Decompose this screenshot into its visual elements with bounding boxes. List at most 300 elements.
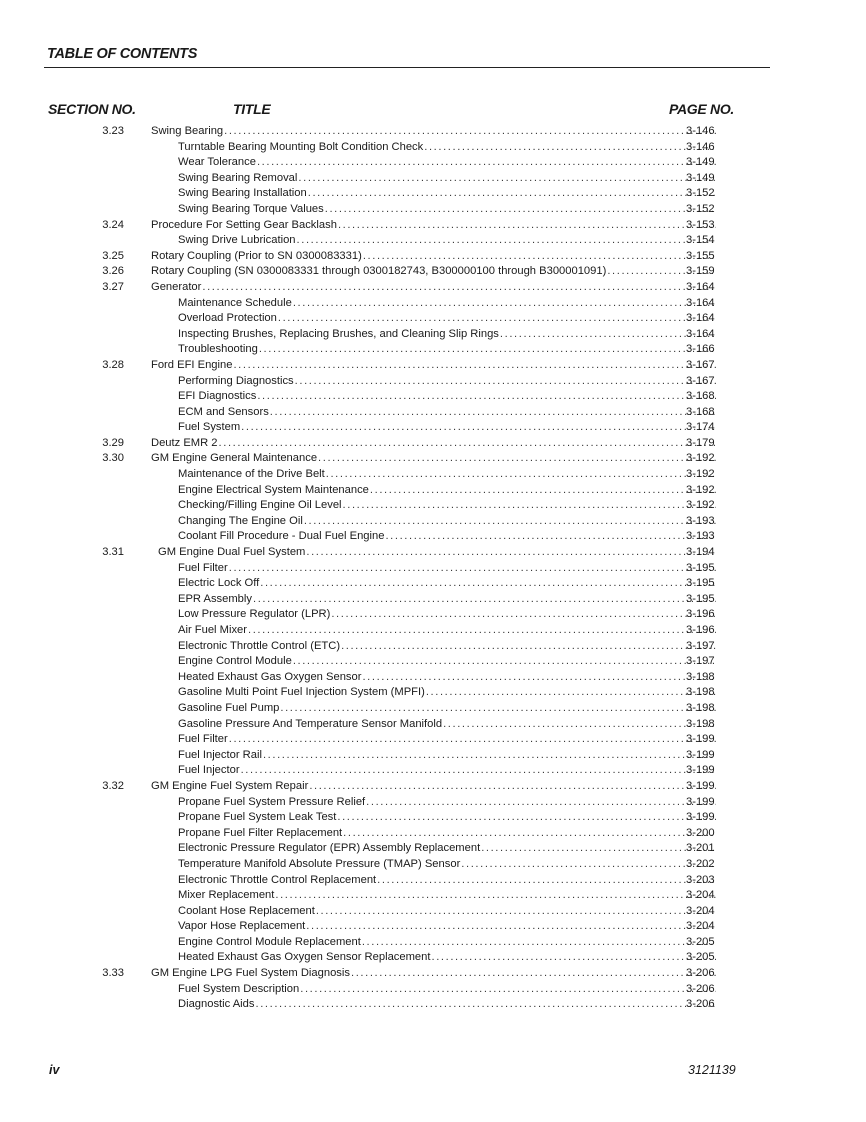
toc-entry xyxy=(151,436,716,452)
toc-row[interactable] xyxy=(0,935,866,951)
toc-title: Swing Bearing xyxy=(151,125,224,137)
toc-row[interactable] xyxy=(0,763,866,779)
toc-row[interactable] xyxy=(0,857,866,873)
toc-entry xyxy=(178,140,716,156)
toc-title: Engine Control Module xyxy=(178,655,292,668)
toc-entry xyxy=(178,514,716,530)
toc-title: Fuel Injector Rail xyxy=(178,748,262,761)
toc-title: Overload Protection xyxy=(178,312,277,325)
toc-leader-dots xyxy=(325,202,716,218)
toc-row[interactable] xyxy=(0,467,866,483)
toc-entry xyxy=(178,950,716,966)
toc-row[interactable] xyxy=(0,873,866,889)
toc-row[interactable] xyxy=(0,483,866,499)
toc-leader-dots xyxy=(362,935,716,951)
toc-row[interactable] xyxy=(0,155,866,171)
toc-row[interactable] xyxy=(0,748,866,764)
toc-title: Gasoline Multi Point Fuel Injection System (MPFI) xyxy=(178,686,425,699)
toc-leader-dots xyxy=(241,420,716,436)
toc-page-number: 3-152 xyxy=(686,187,715,200)
toc-row[interactable] xyxy=(0,810,866,826)
toc-page-number: 3-195 xyxy=(686,561,715,574)
toc-leader-dots xyxy=(337,810,716,826)
toc-section-number: 3.32 xyxy=(102,779,124,792)
toc-entry xyxy=(178,857,716,873)
toc-row[interactable] xyxy=(0,779,866,795)
column-header-page: PAGE NO. xyxy=(669,101,735,117)
toc-list xyxy=(0,124,866,1013)
toc-row[interactable] xyxy=(0,374,866,390)
toc-row[interactable] xyxy=(0,311,866,327)
toc-row[interactable] xyxy=(0,140,866,156)
toc-page-number: 3-152 xyxy=(686,202,715,215)
toc-title: Inspecting Brushes, Replacing Brushes, and Cleaning Slip Rings xyxy=(178,327,499,340)
toc-leader-dots xyxy=(257,155,716,171)
toc-section-number: 3.25 xyxy=(102,249,124,262)
toc-title: Wear Tolerance xyxy=(178,156,256,169)
toc-section-number: 3.28 xyxy=(102,358,124,371)
toc-row[interactable] xyxy=(0,623,866,639)
toc-entry xyxy=(178,186,716,202)
toc-page-number: 3-196 xyxy=(686,608,715,621)
toc-page-number: 3-199 xyxy=(686,733,715,746)
toc-row[interactable] xyxy=(0,545,866,561)
toc-title: Coolant Hose Replacement xyxy=(178,904,315,917)
toc-leader-dots xyxy=(229,561,716,577)
toc-title: Coolant Fill Procedure - Dual Fuel Engine xyxy=(178,530,385,543)
toc-page-number: 3-174 xyxy=(686,421,715,434)
toc-entry xyxy=(178,670,716,686)
toc-title: ECM and Sensors xyxy=(178,405,269,418)
toc-page-number: 3-149 xyxy=(686,171,715,184)
toc-page-number: 3-206 xyxy=(686,982,715,995)
toc-entry xyxy=(178,873,716,889)
toc-title: Vapor Hose Replacement xyxy=(178,920,306,933)
toc-row[interactable] xyxy=(0,904,866,920)
toc-leader-dots xyxy=(304,514,716,530)
toc-entry xyxy=(178,717,716,733)
toc-row[interactable] xyxy=(0,342,866,358)
toc-title: Deutz EMR 2 xyxy=(151,436,218,449)
toc-leader-dots xyxy=(280,701,716,717)
toc-leader-dots xyxy=(424,140,716,156)
toc-leader-dots xyxy=(343,498,716,514)
toc-leader-dots xyxy=(259,342,716,358)
toc-page-number: 3-203 xyxy=(686,873,715,886)
toc-title: Swing Drive Lubrication xyxy=(178,234,296,247)
toc-entry xyxy=(178,389,716,405)
toc-leader-dots xyxy=(224,124,716,140)
toc-entry xyxy=(178,919,716,935)
toc-title: GM Engine Fuel System Repair xyxy=(151,779,309,792)
toc-row[interactable] xyxy=(0,576,866,592)
toc-title: Electric Lock Off xyxy=(178,577,260,590)
toc-page-number: 3-199 xyxy=(686,748,715,761)
toc-leader-dots xyxy=(461,857,716,873)
toc-row[interactable] xyxy=(0,124,866,140)
toc-entry xyxy=(178,982,716,998)
toc-leader-dots xyxy=(270,405,716,421)
toc-page-number: 3-206 xyxy=(686,998,715,1011)
toc-leader-dots xyxy=(500,327,716,343)
toc-leader-dots xyxy=(385,529,716,545)
toc-leader-dots xyxy=(295,374,716,390)
toc-row[interactable] xyxy=(0,654,866,670)
toc-row[interactable] xyxy=(0,529,866,545)
toc-section-number: 3.26 xyxy=(102,265,124,278)
toc-leader-dots xyxy=(308,186,716,202)
toc-leader-dots xyxy=(297,233,716,249)
toc-title: GM Engine Dual Fuel System xyxy=(158,546,306,559)
toc-entry xyxy=(178,171,716,187)
toc-entry xyxy=(178,795,716,811)
toc-title: Ford EFI Engine xyxy=(151,358,233,371)
toc-row[interactable] xyxy=(0,186,866,202)
toc-title: Propane Fuel System Pressure Relief xyxy=(178,795,366,808)
toc-page-number: 3-197 xyxy=(686,655,715,668)
toc-page-number: 3-206 xyxy=(686,967,715,980)
toc-entry xyxy=(178,296,716,312)
toc-title: Air Fuel Mixer xyxy=(178,624,247,636)
toc-row[interactable] xyxy=(0,717,866,733)
toc-title: Performing Diagnostics xyxy=(178,374,294,387)
toc-row[interactable] xyxy=(0,841,866,857)
toc-page-number: 3-192 xyxy=(686,499,715,512)
toc-entry xyxy=(158,545,716,561)
toc-page-number: 3-179 xyxy=(686,436,715,449)
toc-page-number: 3-146 xyxy=(686,140,715,153)
toc-title: Changing The Engine Oil xyxy=(178,514,303,527)
toc-page-number: 3-168 xyxy=(686,390,715,403)
toc-entry xyxy=(178,498,716,514)
toc-leader-dots xyxy=(370,483,716,499)
toc-entry xyxy=(151,124,716,140)
toc-leader-dots xyxy=(248,623,716,639)
toc-row[interactable] xyxy=(0,592,866,608)
toc-title: Fuel Filter xyxy=(178,561,228,574)
toc-entry xyxy=(178,748,716,764)
toc-entry xyxy=(178,420,716,436)
footer-doc-number: 3121139 xyxy=(688,1063,736,1077)
toc-title: Procedure For Setting Gear Backlash xyxy=(151,218,337,231)
toc-title: Fuel Filter xyxy=(178,733,228,746)
toc-entry xyxy=(178,654,716,670)
page-title: TABLE OF CONTENTS xyxy=(47,46,198,62)
toc-page-number: 3-193 xyxy=(686,530,715,543)
toc-leader-dots xyxy=(306,919,716,935)
toc-leader-dots xyxy=(362,670,716,686)
toc-entry xyxy=(151,249,716,265)
toc-title: Mixer Replacement xyxy=(178,889,275,902)
toc-row[interactable] xyxy=(0,233,866,249)
toc-title: Fuel System Description xyxy=(178,982,300,995)
toc-title: Heated Exhaust Gas Oxygen Sensor Replacement xyxy=(178,951,431,964)
toc-page-number: 3-195 xyxy=(686,577,715,590)
toc-page-number: 3-205 xyxy=(686,951,715,964)
toc-entry xyxy=(178,155,716,171)
toc-page-number: 3-195 xyxy=(686,592,715,605)
toc-page-number: 3-155 xyxy=(686,249,715,262)
toc-entry xyxy=(151,280,716,296)
toc-title: Gasoline Pressure And Temperature Sensor Manifold xyxy=(178,717,443,730)
toc-entry xyxy=(151,966,716,982)
toc-section-number: 3.33 xyxy=(102,967,124,980)
toc-row[interactable] xyxy=(0,685,866,701)
toc-row[interactable] xyxy=(0,732,866,748)
toc-page-number: 3-198 xyxy=(686,701,715,714)
toc-row[interactable] xyxy=(0,919,866,935)
toc-entry xyxy=(178,810,716,826)
toc-entry xyxy=(178,233,716,249)
toc-page-number: 3-200 xyxy=(686,826,715,839)
toc-leader-dots xyxy=(338,218,716,234)
toc-row[interactable] xyxy=(0,171,866,187)
toc-title: Propane Fuel Filter Replacement xyxy=(178,826,343,839)
toc-entry xyxy=(178,623,716,639)
toc-title: EPR Assembly xyxy=(178,592,252,605)
toc-section-number: 3.29 xyxy=(102,436,124,449)
toc-leader-dots xyxy=(318,451,716,467)
toc-page-number: 3-204 xyxy=(686,889,715,902)
toc-page-number: 3-164 xyxy=(686,280,715,293)
toc-title: Engine Control Module Replacement xyxy=(178,935,361,948)
toc-title: Checking/Filling Engine Oil Level xyxy=(178,499,342,512)
toc-entry xyxy=(178,202,716,218)
toc-page-number: 3-196 xyxy=(686,624,715,636)
toc-entry xyxy=(178,607,716,623)
toc-row[interactable] xyxy=(0,950,866,966)
toc-entry xyxy=(178,467,716,483)
toc-title: Gasoline Fuel Pump xyxy=(178,701,280,714)
toc-entry xyxy=(151,451,716,467)
toc-leader-dots xyxy=(351,966,716,982)
toc-leader-dots xyxy=(241,763,716,779)
toc-entry xyxy=(178,561,716,577)
toc-entry xyxy=(151,358,716,374)
toc-section-number: 3.31 xyxy=(102,546,124,559)
toc-entry xyxy=(178,841,716,857)
toc-entry xyxy=(178,483,716,499)
toc-page-number: 3-149 xyxy=(686,156,715,169)
toc-page-number: 3-164 xyxy=(686,312,715,325)
toc-page-number: 3-167 xyxy=(686,358,715,371)
toc-title: Fuel System xyxy=(178,421,241,434)
toc-page-number: 3-166 xyxy=(686,343,715,356)
toc-leader-dots xyxy=(202,280,716,296)
toc-page-number: 3-192 xyxy=(686,468,715,481)
toc-page-number: 3-159 xyxy=(686,265,715,278)
toc-entry xyxy=(178,732,716,748)
toc-entry xyxy=(178,935,716,951)
toc-leader-dots xyxy=(256,997,717,1013)
toc-page-number: 3-198 xyxy=(686,670,715,683)
toc-page-number: 3-193 xyxy=(686,514,715,527)
toc-leader-dots xyxy=(377,873,716,889)
toc-entry xyxy=(178,904,716,920)
toc-leader-dots xyxy=(233,358,716,374)
toc-title: Maintenance Schedule xyxy=(178,296,292,309)
toc-row[interactable] xyxy=(0,561,866,577)
toc-leader-dots xyxy=(443,717,716,733)
toc-leader-dots xyxy=(260,576,716,592)
toc-row[interactable] xyxy=(0,888,866,904)
toc-leader-dots xyxy=(343,826,716,842)
toc-title: Rotary Coupling (SN 0300083331 through 0300182743, B300000100 through B300001091) xyxy=(151,265,607,278)
toc-entry xyxy=(178,997,716,1013)
toc-row[interactable] xyxy=(0,264,866,280)
toc-leader-dots xyxy=(326,467,716,483)
toc-entry xyxy=(151,779,716,795)
toc-row[interactable] xyxy=(0,451,866,467)
toc-page-number: 3-194 xyxy=(686,546,715,559)
toc-leader-dots xyxy=(426,685,716,701)
toc-leader-dots xyxy=(275,888,716,904)
toc-row[interactable] xyxy=(0,280,866,296)
toc-entry xyxy=(178,342,716,358)
toc-leader-dots xyxy=(341,639,716,655)
toc-section-number: 3.27 xyxy=(102,280,124,293)
toc-leader-dots xyxy=(431,950,716,966)
toc-section-number: 3.24 xyxy=(102,218,124,231)
column-header-section: SECTION NO. xyxy=(48,101,136,117)
toc-row[interactable] xyxy=(0,982,866,998)
toc-row[interactable] xyxy=(0,514,866,530)
toc-leader-dots xyxy=(293,296,716,312)
toc-row[interactable] xyxy=(0,296,866,312)
toc-leader-dots xyxy=(253,592,716,608)
toc-entry xyxy=(178,405,716,421)
toc-title: EFI Diagnostics xyxy=(178,390,257,403)
toc-title: Electronic Throttle Control Replacement xyxy=(178,873,377,886)
toc-title: Maintenance of the Drive Belt xyxy=(178,468,325,481)
toc-title: Engine Electrical System Maintenance xyxy=(178,483,369,496)
toc-section-number: 3.30 xyxy=(102,452,124,465)
toc-page-number: 3-199 xyxy=(686,764,715,777)
footer-page-number: iv xyxy=(49,1063,60,1077)
toc-title: Low Pressure Regulator (LPR) xyxy=(178,608,331,621)
toc-row[interactable] xyxy=(0,498,866,514)
toc-row[interactable] xyxy=(0,795,866,811)
toc-title: Fuel Injector xyxy=(178,764,240,777)
toc-leader-dots xyxy=(229,732,716,748)
toc-row[interactable] xyxy=(0,202,866,218)
toc-row[interactable] xyxy=(0,420,866,436)
toc-page-number: 3-199 xyxy=(686,795,715,808)
toc-row[interactable] xyxy=(0,826,866,842)
toc-leader-dots xyxy=(366,795,716,811)
toc-row[interactable] xyxy=(0,249,866,265)
toc-entry xyxy=(178,374,716,390)
toc-row[interactable] xyxy=(0,327,866,343)
toc-page-number: 3-202 xyxy=(686,857,715,870)
toc-leader-dots xyxy=(363,249,716,265)
toc-entry xyxy=(178,685,716,701)
toc-entry xyxy=(178,529,716,545)
toc-entry xyxy=(178,327,716,343)
toc-entry xyxy=(178,701,716,717)
toc-row[interactable] xyxy=(0,966,866,982)
toc-page-number: 3-146 xyxy=(686,125,715,137)
toc-leader-dots xyxy=(293,654,716,670)
toc-leader-dots xyxy=(219,436,716,452)
toc-row[interactable] xyxy=(0,670,866,686)
toc-page-number: 3-153 xyxy=(686,218,715,231)
toc-row[interactable] xyxy=(0,639,866,655)
toc-page-number: 3-204 xyxy=(686,904,715,917)
toc-leader-dots xyxy=(263,748,716,764)
toc-entry xyxy=(151,264,716,280)
toc-page-number: 3-199 xyxy=(686,811,715,824)
toc-leader-dots xyxy=(481,841,716,857)
toc-title: Swing Bearing Removal xyxy=(178,171,298,184)
toc-leader-dots xyxy=(306,545,716,561)
toc-title: GM Engine General Maintenance xyxy=(151,452,318,465)
toc-row[interactable] xyxy=(0,389,866,405)
toc-title: Electronic Throttle Control (ETC) xyxy=(178,639,341,652)
toc-title: Rotary Coupling (Prior to SN 0300083331) xyxy=(151,249,362,262)
toc-row[interactable] xyxy=(0,607,866,623)
toc-title: Temperature Manifold Absolute Pressure (TMAP) Sensor xyxy=(178,857,461,870)
column-header-title: TITLE xyxy=(233,101,271,117)
toc-page-number: 3-167 xyxy=(686,374,715,387)
toc-row[interactable] xyxy=(0,436,866,452)
header-divider xyxy=(44,67,770,68)
toc-row[interactable] xyxy=(0,701,866,717)
toc-leader-dots xyxy=(278,311,716,327)
toc-row[interactable] xyxy=(0,358,866,374)
toc-title: Swing Bearing Installation xyxy=(178,187,307,200)
toc-leader-dots xyxy=(309,779,716,795)
toc-title: Generator xyxy=(151,280,202,293)
toc-page-number: 3-201 xyxy=(686,842,715,855)
toc-title: GM Engine LPG Fuel System Diagnosis xyxy=(151,967,350,980)
toc-title: Electronic Pressure Regulator (EPR) Assembly Replacement xyxy=(178,842,481,855)
toc-leader-dots xyxy=(316,904,716,920)
toc-entry xyxy=(178,826,716,842)
toc-title: Diagnostic Aids xyxy=(178,998,255,1011)
toc-page-number: 3-198 xyxy=(686,686,715,699)
toc-entry xyxy=(178,763,716,779)
toc-page-number: 3-154 xyxy=(686,234,715,247)
toc-page-number: 3-197 xyxy=(686,639,715,652)
toc-page-number: 3-168 xyxy=(686,405,715,418)
toc-entry xyxy=(178,639,716,655)
toc-leader-dots xyxy=(257,389,716,405)
toc-entry xyxy=(178,576,716,592)
toc-row[interactable] xyxy=(0,218,866,234)
toc-page-number: 3-199 xyxy=(686,779,715,792)
toc-leader-dots xyxy=(298,171,716,187)
toc-page-number: 3-198 xyxy=(686,717,715,730)
toc-page-number: 3-164 xyxy=(686,327,715,340)
toc-title: Heated Exhaust Gas Oxygen Sensor xyxy=(178,670,362,683)
toc-page-number: 3-205 xyxy=(686,935,715,948)
toc-entry xyxy=(178,888,716,904)
toc-entry xyxy=(178,311,716,327)
toc-row[interactable] xyxy=(0,997,866,1013)
toc-leader-dots xyxy=(300,982,716,998)
toc-page-number: 3-192 xyxy=(686,452,715,465)
toc-leader-dots xyxy=(331,607,716,623)
toc-title: Turntable Bearing Mounting Bolt Condition Check xyxy=(178,140,424,153)
toc-section-number: 3.23 xyxy=(102,125,124,137)
toc-page-number: 3-164 xyxy=(686,296,715,309)
toc-entry xyxy=(178,592,716,608)
toc-title: Troubleshooting xyxy=(178,343,258,356)
toc-row[interactable] xyxy=(0,405,866,421)
toc-page-number: 3-204 xyxy=(686,920,715,933)
toc-title: Swing Bearing Torque Values xyxy=(178,202,324,215)
